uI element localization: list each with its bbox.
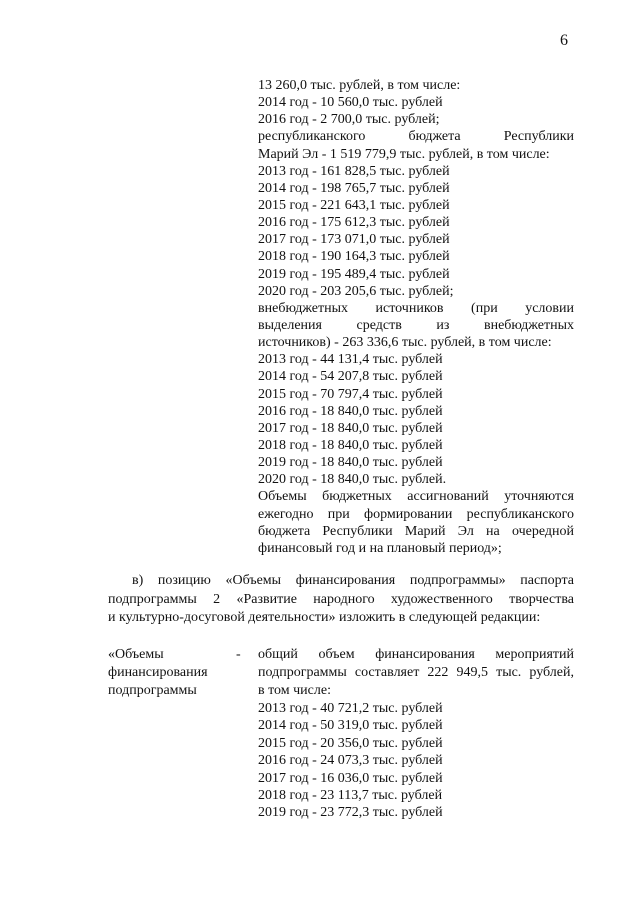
text-line: 2019 год - 18 840,0 тыс. рублей xyxy=(258,455,443,471)
text-line: республиканского бюджета Республики xyxy=(258,129,574,145)
label-line: «Объемы xyxy=(108,647,164,662)
intro-line: подпрограммы составляет 222 949,5 тыс. рублей, xyxy=(258,665,574,680)
funding-intro xyxy=(258,646,574,700)
year-amount-line: 2015 год - 20 356,0 тыс. рублей xyxy=(258,735,443,751)
amendment-paragraph xyxy=(108,572,574,628)
text-line: 2014 год - 198 765,7 тыс. рублей xyxy=(258,180,450,196)
intro-line: в том числе: xyxy=(258,683,331,698)
text-line: 2020 год - 18 840,0 тыс. рублей. xyxy=(258,472,447,488)
text-line: 2016 год - 2 700,0 тыс. рублей; xyxy=(258,112,440,128)
funding-sources-block xyxy=(258,77,574,557)
intro-line: общий объем финансирования мероприятий xyxy=(258,647,574,662)
text-line: источников) - 263 336,6 тыс. рублей, в том числе: xyxy=(258,335,552,351)
text-line: внебюджетных источников (при условии xyxy=(258,300,574,316)
paragraph-line: подпрограммы 2 «Развитие народного художественного творчества xyxy=(108,591,574,607)
year-amount-line: 2014 год - 50 319,0 тыс. рублей xyxy=(258,718,443,734)
text-line: 2017 год - 173 071,0 тыс. рублей xyxy=(258,232,450,248)
text-line: 2018 год - 190 164,3 тыс. рублей xyxy=(258,249,450,265)
table-label xyxy=(108,646,248,700)
subprogram-funding xyxy=(258,646,574,822)
text-line: 2016 год - 175 612,3 тыс. рублей xyxy=(258,215,450,231)
text-line: 2018 год - 18 840,0 тыс. рублей xyxy=(258,437,443,453)
funding-by-year xyxy=(258,700,574,822)
text-line: выделения средств из внебюджетных xyxy=(258,317,574,333)
text-line: 2013 год - 161 828,5 тыс. рублей xyxy=(258,163,450,179)
text-line: бюджета Республики Марий Эл на очередной xyxy=(258,523,574,539)
page-number: 6 xyxy=(560,32,568,49)
text-line: 13 260,0 тыс. рублей, в том числе: xyxy=(258,78,461,93)
text-line: Марий Эл - 1 519 779,9 тыс. рублей, в том числе: xyxy=(258,146,550,162)
paragraph-line: и культурно-досуговой деятельности» изложить в следующей редакции: xyxy=(108,610,541,625)
text-line: 2014 год - 54 207,8 тыс. рублей xyxy=(258,369,443,385)
year-amount-line: 2018 год - 23 113,7 тыс. рублей xyxy=(258,787,443,803)
text-line: 2020 год - 203 205,6 тыс. рублей; xyxy=(258,283,454,299)
year-amount-line: 2016 год - 24 073,3 тыс. рублей xyxy=(258,753,443,769)
text-line: Объемы бюджетных ассигнований уточняются xyxy=(258,489,574,505)
text-line: 2013 год - 44 131,4 тыс. рублей xyxy=(258,352,443,368)
year-amount-line: 2013 год - 40 721,2 тыс. рублей xyxy=(258,701,443,716)
text-line: 2016 год - 18 840,0 тыс. рублей xyxy=(258,403,443,419)
text-line: финансовый год и на плановый период»; xyxy=(258,540,502,556)
table-dash: - xyxy=(236,647,241,662)
text-line: 2019 год - 195 489,4 тыс. рублей xyxy=(258,266,450,282)
text-line: ежегодно при формировании республиканского xyxy=(258,506,574,522)
text-line: 2014 год - 10 560,0 тыс. рублей xyxy=(258,95,443,111)
year-amount-line: 2017 год - 16 036,0 тыс. рублей xyxy=(258,770,443,786)
text-line: 2015 год - 70 797,4 тыс. рублей xyxy=(258,386,443,402)
paragraph-line: в) позицию «Объемы финансирования подпрограммы» паспорта xyxy=(132,573,574,588)
label-line: подпрограммы xyxy=(108,683,197,698)
year-amount-line: 2019 год - 23 772,3 тыс. рублей xyxy=(258,805,443,821)
text-line: 2017 год - 18 840,0 тыс. рублей xyxy=(258,420,443,436)
text-line: 2015 год - 221 643,1 тыс. рублей xyxy=(258,197,450,213)
label-line: финансирования xyxy=(108,665,208,680)
